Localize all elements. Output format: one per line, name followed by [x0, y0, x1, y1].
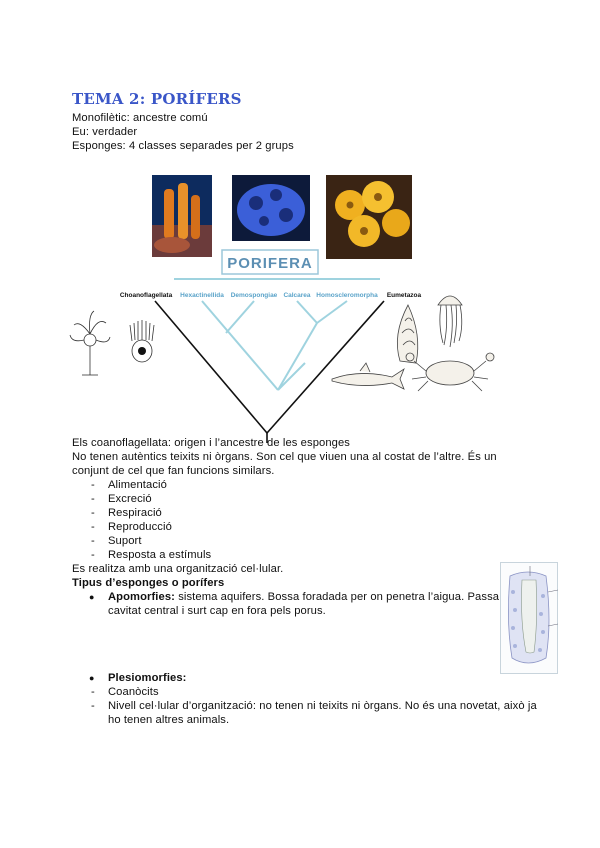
functions-list — [72, 478, 532, 562]
intro-line-3: Esponges: 4 classes separades per 2 grups — [72, 140, 294, 152]
page-title: TEMA 2: PORÍFERS — [72, 90, 242, 108]
taxon-eumetazoa: Eumetazoa — [386, 292, 422, 299]
porifera-figure — [60, 165, 500, 465]
org-line: Es realitza amb una organització cel·lular. — [72, 563, 284, 575]
plesiomorfies-item — [72, 671, 540, 685]
jellyfish-drawing — [438, 296, 462, 347]
list-item: - Nivell cel·lular d’organització: no tenen ni teixits ni òrgans. No és una novetat, això ja ho tenen altres animals. — [72, 699, 540, 727]
list-item: - Excreció — [72, 492, 532, 506]
choanoflagellate-drawing — [70, 311, 110, 375]
taxon-homoscleromorpha: Homoscleromorpha — [316, 292, 378, 299]
taxon-choanoflagellata: Choanoflagellata — [119, 292, 173, 299]
list-item: - Reproducció — [72, 520, 532, 534]
para-coanoflagellata: Els coanoflagellata: origen i l’ancestre de les esponges — [72, 437, 350, 449]
collared-cell-drawing — [130, 320, 154, 362]
list-item: - Respiració — [72, 506, 532, 520]
taxon-calcarea: Calcarea — [283, 292, 311, 299]
apomorfies-item — [72, 590, 518, 618]
crab-drawing — [406, 353, 494, 391]
apomorfies-text: sistema aquifers. Bossa foradada per on penetra l’aigua. Passa cavitat central i surt cap en fora pels porus. — [108, 591, 500, 617]
sponge-anatomy-diagram — [500, 562, 558, 674]
list-item: - Suport — [72, 534, 532, 548]
apomorfies-label: Apomorfies: — [108, 591, 175, 603]
sponge-photo-2 — [232, 175, 310, 241]
sponge-photo-1 — [152, 175, 212, 257]
types-heading: Tipus d’esponges o porífers — [72, 577, 225, 589]
list-item: - Alimentació — [72, 478, 532, 492]
list-item: - Coanòcits — [72, 685, 540, 699]
taxon-demospongiae: Demospongiae — [230, 292, 278, 299]
porifera-label: PORIFERA — [227, 255, 313, 272]
sponge-branches — [202, 301, 347, 390]
shark-drawing — [332, 363, 404, 389]
taxon-hexactinellida: Hexactinellida — [180, 292, 224, 299]
intro-line-2: Eu: verdader — [72, 126, 138, 138]
list-item: - Resposta a estímuls — [72, 548, 532, 562]
plesiomorfies-list — [72, 685, 540, 727]
plesiomorfies-label: Plesiomorfies: — [108, 672, 187, 684]
para-no-teixits: No tenen autèntics teixits ni òrgans. Son cel que viuen una al costat de l’altre. És un conjunt de cel que fan funcions similars. — [72, 451, 497, 477]
clade-line-left — [155, 301, 267, 433]
intro-line-1: Monofilètic: ancestre comú — [72, 112, 208, 124]
sponge-photo-3 — [326, 175, 412, 259]
